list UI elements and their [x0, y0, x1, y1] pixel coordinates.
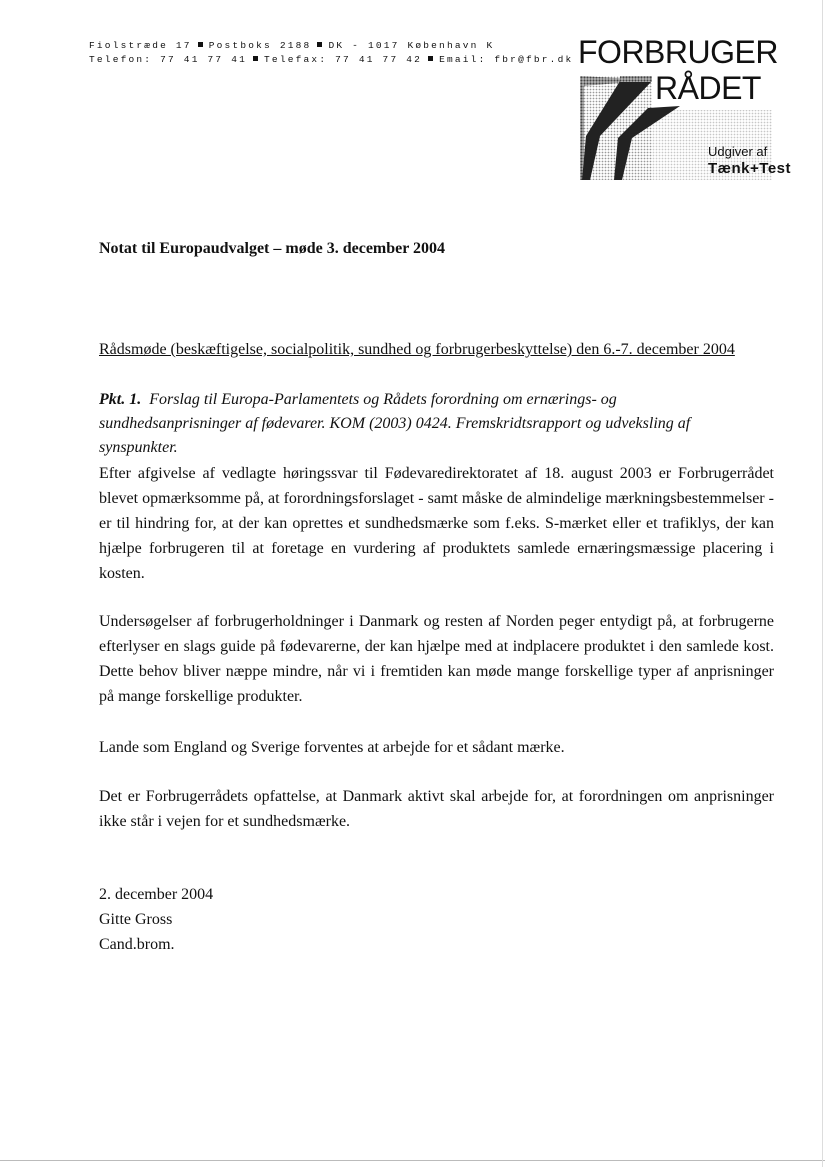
document-title: Notat til Europaudvalget – møde 3. december 2004 — [99, 240, 446, 257]
logo-word-raadet: RÅDET — [655, 70, 761, 106]
body-paragraph: Undersøgelser af forbrugerholdninger i Danmark og resten af Norden peger entydigt på, at forbrugerne efterlyser en slags guide på fødevarerne, der kan hjælpe med at indplacere produktet i den samlede kost. Dette behov bliver næppe mindre, når vi i fremtiden kan møde mange forskellige typer af anprisninger på mange forskellige produkter. — [99, 613, 774, 705]
agenda-item-text: Forslag til Europa-Parlamentets og Rådets forordning om ernærings- og sundhedsanprisninger af fødevarer. KOM (2003) 0424. Fremskridtsrapport og udveksling af synspunkter. — [99, 391, 691, 456]
forbrugerraadet-logo — [578, 34, 791, 186]
bullet-square-icon — [198, 42, 203, 47]
phone-number: Telefon: 77 41 77 41 — [89, 54, 248, 65]
agenda-item-label: Pkt. 1. — [99, 391, 142, 408]
body-paragraph: Lande som England og Sverige forventes at arbejde for et sådant mærke. — [99, 739, 565, 756]
fax-number: Telefax: 77 41 77 42 — [264, 54, 423, 65]
contact-line-2 — [89, 54, 573, 65]
body-paragraph: Det er Forbrugerrådets opfattelse, at Danmark aktivt skal arbejde for, at forordningen om anprisninger ikke står i vejen for et sundhedsmærke. — [99, 788, 774, 830]
signature-name: Gitte Gross — [99, 911, 173, 928]
address-postbox: Postboks 2188 — [208, 40, 312, 51]
bullet-square-icon — [428, 56, 433, 61]
page-bottom-divider — [0, 1160, 825, 1161]
signature-degree: Cand.brom. — [99, 936, 175, 953]
signature-block — [99, 882, 213, 957]
agenda-item — [99, 388, 759, 460]
logo-publication-name: Tænk+Test — [708, 160, 791, 177]
address-street: Fiolstræde 17 — [89, 40, 192, 51]
signature-date: 2. december 2004 — [99, 886, 214, 903]
bullet-square-icon — [317, 42, 322, 47]
email-address: Email: fbr@fbr.dk — [439, 54, 574, 65]
logo-tagline: Udgiver af — [708, 144, 768, 159]
bullet-square-icon — [253, 56, 258, 61]
logo-word-forbruger: FORBRUGER — [578, 34, 778, 70]
body-paragraph: Efter afgivelse af vedlagte høringssvar til Fødevaredirektoratet af 18. august 2003 er Forbrugerrådet blevet opmærksomme på, at forordningsforslaget - samt måske de almindelige mærkningsbestemmelser - er til hindring for, at der kan oprettes et sundhedsmærke som f.eks. S-mærket eller et trafiklys, der kan hjælpe forbrugeren til at foretage en vurdering af produktets samlede ernæringsmæssige placering i kosten. — [99, 465, 774, 582]
contact-line-1 — [89, 40, 494, 51]
meeting-heading: Rådsmøde (beskæftigelse, socialpolitik, sundhed og forbrugerbeskyttelse) den 6.-7. december 2004 — [99, 341, 735, 358]
address-city: DK - 1017 København K — [328, 40, 495, 51]
page-right-divider — [822, 0, 823, 1167]
